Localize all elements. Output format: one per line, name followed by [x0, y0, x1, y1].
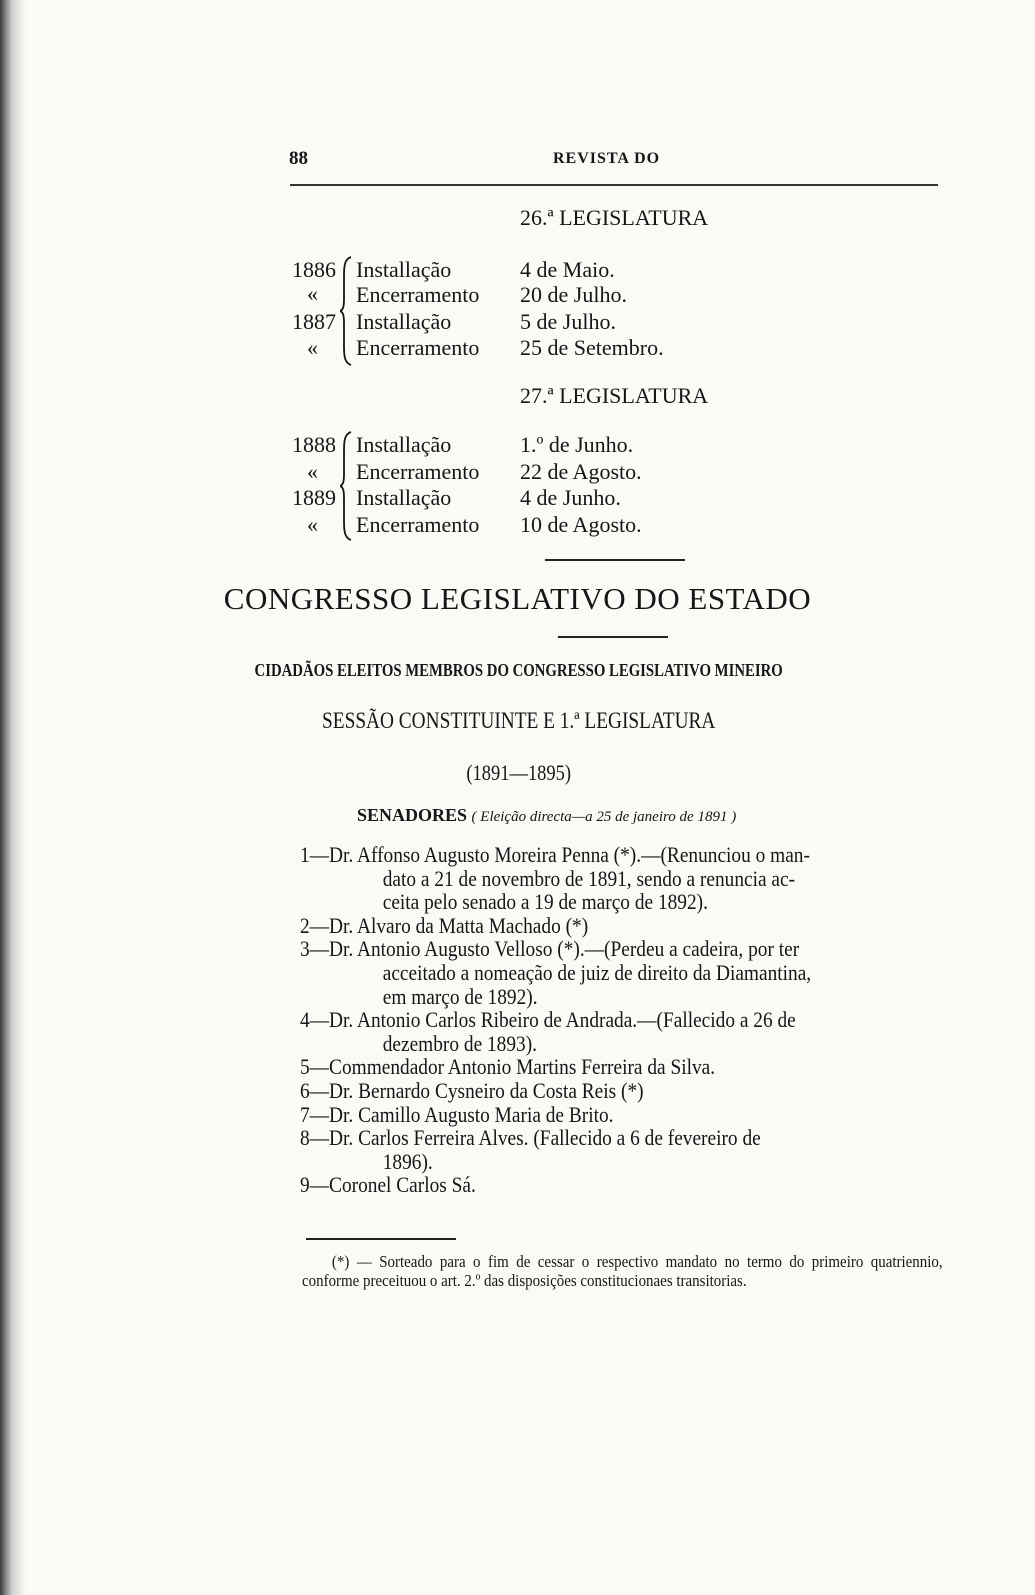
- session-brace: [340, 430, 352, 542]
- senators-heading: [357, 805, 736, 826]
- item-text: Dr. Affonso Augusto Moreira Penna (*).—(Renunciou o man-: [329, 842, 810, 867]
- session-type: Encerramento: [356, 512, 480, 537]
- session-ditto-mark: «: [307, 459, 318, 484]
- item-continuation: 1896).: [382, 1148, 433, 1174]
- session-type: Encerramento: [356, 335, 480, 360]
- session-date: 22 de Agosto.: [520, 459, 642, 484]
- section-rule: [558, 636, 668, 638]
- footnote: (*) — Sorteado para o fim de cessar o respectivo mandato no termo do primeiro quatriennio, conforme preceituou o art. 2.º das disposições constitucionaes transitorias.: [302, 1252, 943, 1290]
- item-number: 1—: [300, 842, 330, 867]
- list-item: [300, 914, 941, 938]
- legislature-26-heading: 26.ª LEGISLATURA: [520, 205, 709, 230]
- item-text: Coronel Carlos Sá.: [329, 1172, 476, 1198]
- item-continuation: dezembro de 1893).: [382, 1030, 538, 1056]
- congress-title: CONGRESSO LEGISLATIVO DO ESTADO: [223, 581, 812, 616]
- item-continuation: ceita pelo senado a 19 de março de 1892).: [382, 889, 708, 915]
- session-type: Installação: [356, 309, 452, 334]
- list-item: [300, 1008, 941, 1055]
- senators-election-note: ( Eleição directa—a 25 de janeiro de 1891 ): [471, 809, 737, 825]
- item-number: 7—: [300, 1101, 330, 1127]
- session-date: 4 de Maio.: [520, 257, 615, 282]
- session-year: 1887: [292, 309, 336, 334]
- session-year: 1888: [292, 432, 336, 457]
- item-text: Dr. Camillo Augusto Maria de Brito.: [329, 1101, 614, 1127]
- page-number: 88: [289, 148, 308, 169]
- list-item: [300, 843, 941, 914]
- item-number: 6—: [300, 1077, 330, 1103]
- senators-list: [300, 843, 940, 1197]
- legislature-27-heading: 27.ª LEGISLATURA: [520, 383, 709, 408]
- session-ditto-mark: «: [307, 512, 318, 537]
- item-number: 5—: [300, 1054, 330, 1080]
- session-type: Encerramento: [356, 282, 480, 307]
- item-number: 3—: [300, 936, 330, 962]
- item-text: Dr. Carlos Ferreira Alves. (Fallecido a 6 de fevereiro de: [329, 1125, 761, 1151]
- session-type: Installação: [356, 257, 452, 282]
- session-type: Installação: [356, 485, 452, 510]
- session-date: 4 de Junho.: [520, 485, 621, 510]
- item-number: 8—: [300, 1125, 330, 1151]
- session-year: 1889: [292, 485, 336, 510]
- session-brace: [340, 255, 352, 367]
- item-text: Dr. Alvaro da Matta Machado (*): [329, 912, 589, 938]
- session-date: 10 de Agosto.: [520, 512, 642, 537]
- footnote-rule: [306, 1238, 456, 1240]
- session-ditto-mark: «: [307, 281, 318, 306]
- session-date: 5 de Julho.: [520, 309, 616, 334]
- session-date: 1.º de Junho.: [520, 432, 634, 457]
- session-type: Installação: [356, 432, 452, 457]
- item-continuation: dato a 21 de novembro de 1891, sendo a renuncia ac-: [382, 865, 796, 891]
- item-number: 4—: [300, 1007, 330, 1033]
- list-item: [300, 1173, 941, 1197]
- congress-subtitle: CIDADÃOS ELEITOS MEMBROS DO CONGRESSO LEGISLATIVO MINEIRO: [254, 660, 783, 680]
- session-ditto-mark: «: [307, 335, 318, 360]
- list-item: [300, 1079, 941, 1103]
- running-title: REVISTA DO: [553, 150, 661, 167]
- item-text: Dr. Antonio Carlos Ribeiro de Andrada.—(Fallecido a 26 de: [329, 1007, 796, 1033]
- item-number: 9—: [300, 1172, 330, 1198]
- header-rule: [290, 184, 938, 186]
- item-text: Commendador Antonio Martins Ferreira da Silva.: [329, 1054, 716, 1080]
- item-continuation: acceitado a nomeação de juiz de direito da Diamantina,: [382, 959, 812, 985]
- list-item: [300, 1055, 941, 1079]
- list-item: [300, 1103, 941, 1127]
- session-date: 25 de Setembro.: [520, 335, 664, 360]
- session-type: Encerramento: [356, 459, 480, 484]
- senators-label: SENADORES: [357, 805, 468, 825]
- list-item: [300, 1126, 941, 1173]
- item-text: Dr. Antonio Augusto Velloso (*).—(Perdeu a cadeira, por ter: [329, 936, 800, 962]
- list-item: [300, 937, 941, 1008]
- legislature-period: (1891—1895): [466, 760, 572, 785]
- session-date: 20 de Julho.: [520, 282, 627, 307]
- section-rule: [545, 559, 685, 561]
- session-heading: SESSÃO CONSTITUINTE E 1.ª LEGISLATURA: [322, 708, 716, 733]
- item-number: 2—: [300, 912, 330, 938]
- item-text: Dr. Bernardo Cysneiro da Costa Reis (*): [329, 1077, 644, 1103]
- session-year: 1886: [292, 257, 336, 282]
- item-continuation: em março de 1892).: [382, 983, 538, 1009]
